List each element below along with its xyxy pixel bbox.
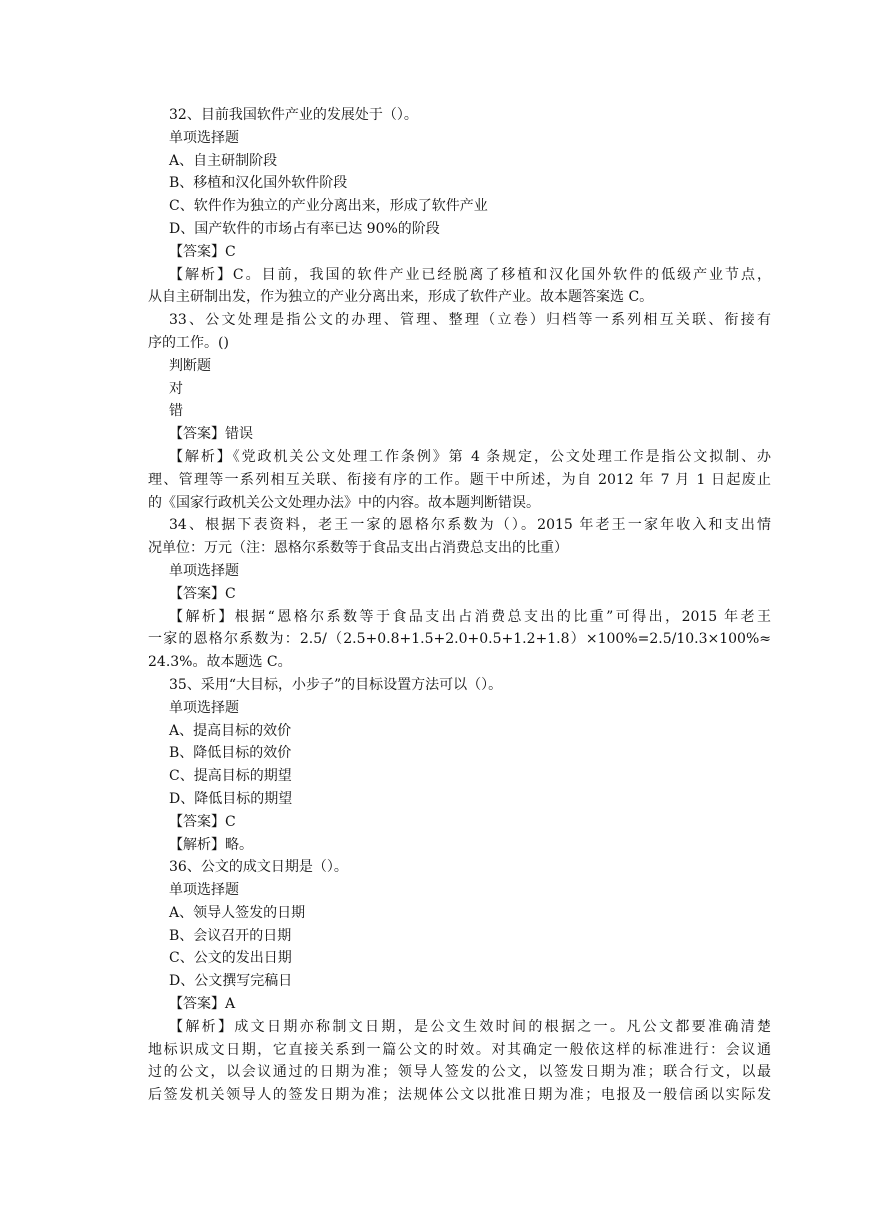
text-line: 36、公文的成文日期是（）。: [169, 859, 348, 876]
text-line: 单项选择题: [169, 699, 239, 716]
text-line: 【解析】成文日期亦称制文日期，是公文生效时间的根据之一。凡公文都要准确清楚: [169, 1018, 771, 1035]
text-line: 后签发机关领导人的签发日期为准；法规体公文以批准日期为准；电报及一般信函以实际发: [148, 1087, 771, 1104]
text-line: 对: [169, 380, 183, 397]
text-line: 地标识成文日期，它直接关系到一篇公文的时效。对其确定一般依这样的标准进行：会议通: [148, 1041, 771, 1058]
text-line: D、国产软件的市场占有率已达 90%的阶段: [169, 220, 440, 237]
text-line: 单项选择题: [169, 129, 239, 146]
text-line: B、会议召开的日期: [169, 927, 292, 944]
text-line: 判断题: [169, 357, 211, 374]
document-body: [148, 104, 771, 1107]
text-line: 【解析】略。: [169, 836, 253, 853]
text-line: 过的公文，以会议通过的日期为准；领导人签发的公文，以签发日期为准；联合行文，以最: [148, 1064, 771, 1081]
text-line: 【解析】根据“恩格尔系数等于食品支出占消费总支出的比重”可得出，2015 年老王: [169, 608, 771, 625]
text-line: C、软件作为独立的产业分离出来，形成了软件产业: [169, 198, 488, 215]
text-line: D、降低目标的期望: [169, 790, 293, 807]
text-line: A、自主研制阶段: [169, 152, 278, 169]
text-line: 的《国家行政机关公文处理办法》中的内容。故本题判断错误。: [148, 494, 540, 511]
text-line: C、公文的发出日期: [169, 950, 292, 967]
text-line: 35、采用“大目标，小步子”的目标设置方法可以（）。: [169, 676, 503, 693]
text-line: 33、公文处理是指公文的办理、管理、整理（立卷）归档等一系列相互关联、衔接有: [169, 312, 771, 329]
text-line: 一家的恩格尔系数为：2.5/（2.5+0.8+1.5+2.0+0.5+1.2+1.8）×100%=2.5/10.3×100%≈: [148, 631, 771, 648]
text-line: 【答案】C: [169, 585, 236, 602]
text-line: C、提高目标的期望: [169, 768, 292, 785]
text-line: A、提高目标的效价: [169, 722, 292, 739]
text-line: 单项选择题: [169, 562, 239, 579]
text-line: D、公文撰写完稿日: [169, 973, 293, 990]
text-line: 从自主研制出发，作为独立的产业分离出来，形成了软件产业。故本题答案选 C。: [148, 289, 654, 306]
text-line: 34、根据下表资料，老王一家的恩格尔系数为（）。2015 年老王一家年收入和支出情: [169, 517, 771, 534]
text-line: 【解析】C。目前，我国的软件产业已经脱离了移植和汉化国外软件的低级产业节点，: [169, 266, 771, 283]
text-line: B、移植和汉化国外软件阶段: [169, 175, 348, 192]
text-line: B、降低目标的效价: [169, 745, 292, 762]
text-line: 单项选择题: [169, 882, 239, 899]
text-line: 序的工作。(): [148, 334, 229, 351]
text-line: 【答案】C: [169, 813, 236, 830]
text-line: 【解析】《党政机关公文处理工作条例》第 4 条规定，公文处理工作是指公文拟制、办: [169, 448, 771, 465]
text-line: 错: [169, 403, 183, 420]
text-line: 况单位：万元（注：恩格尔系数等于食品支出占消费总支出的比重）: [148, 540, 568, 557]
text-line: 24.3%。故本题选 C。: [148, 654, 292, 671]
text-line: 32、目前我国软件产业的发展处于（）。: [169, 107, 418, 123]
text-line: 【答案】C: [169, 243, 236, 260]
text-line: 【答案】A: [169, 996, 236, 1013]
text-line: 【答案】错误: [169, 426, 253, 443]
text-line: 理、管理等一系列相互关联、衔接有序的工作。题干中所述，为自 2012 年 7 月 1 日起废止: [148, 471, 771, 488]
text-line: A、领导人签发的日期: [169, 904, 306, 921]
